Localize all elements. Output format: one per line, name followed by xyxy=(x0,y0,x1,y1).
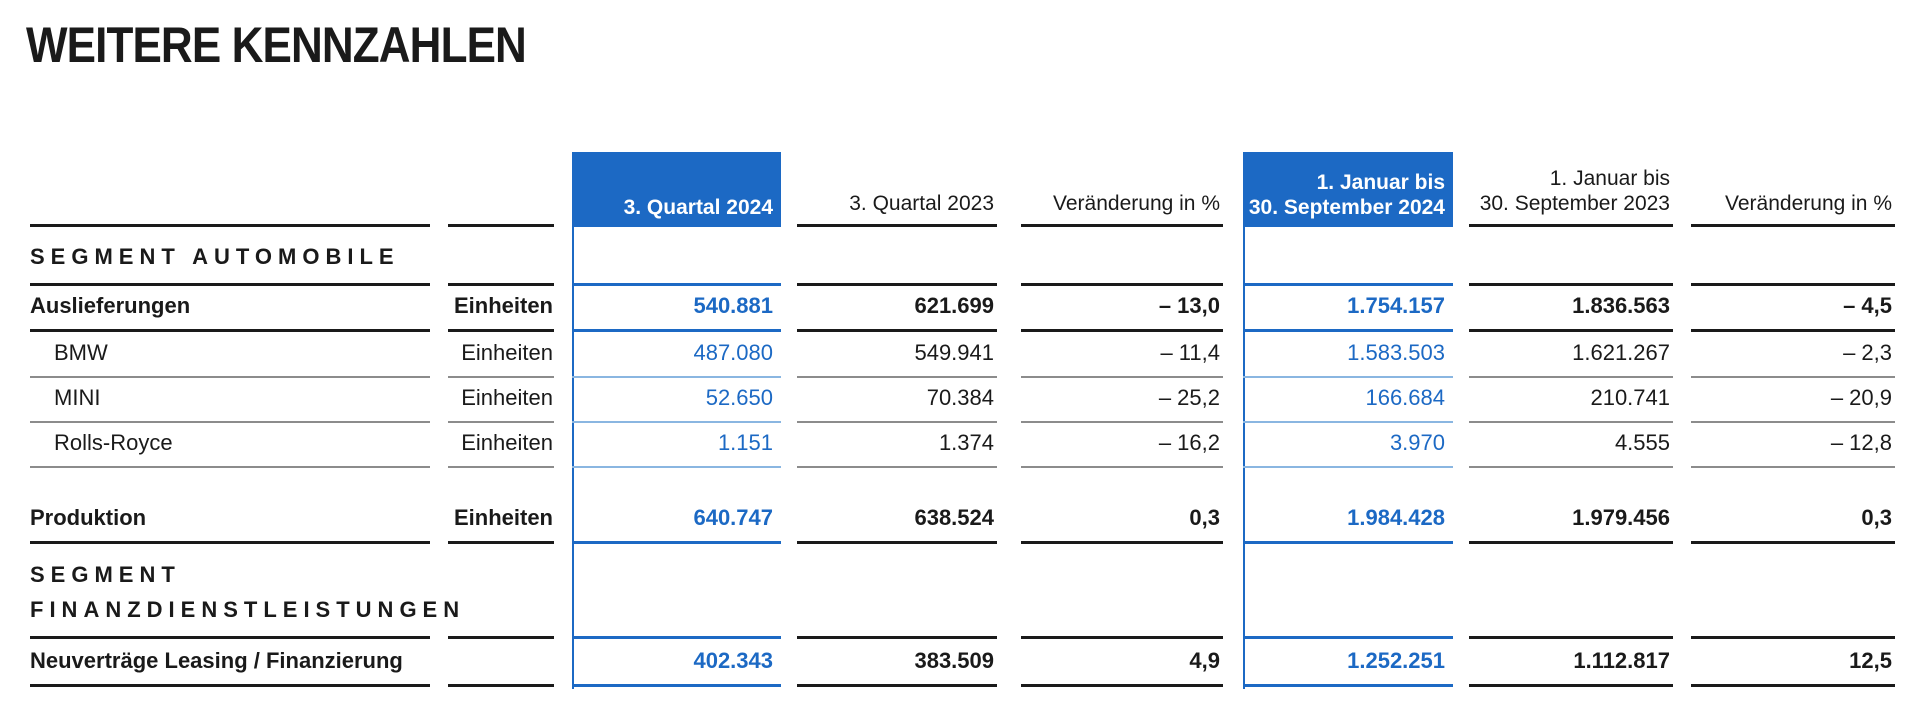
value-cell: 3.970 xyxy=(1243,423,1453,468)
column-header-q3-2023 xyxy=(797,120,997,227)
value-cell: 383.509 xyxy=(797,639,997,687)
value-cell: – 13,0 xyxy=(1021,286,1223,332)
value-cell xyxy=(1243,227,1453,286)
header-cell-ytd-2024 xyxy=(1243,120,1453,227)
unit-label: Einheiten xyxy=(448,286,554,332)
column-header-ytd-2024 xyxy=(1243,152,1453,227)
unit-label: Einheiten xyxy=(448,378,554,423)
header-label-cell xyxy=(30,120,430,227)
value-cell: 1.979.456 xyxy=(1469,498,1673,544)
value-cell: – 11,4 xyxy=(1021,332,1223,378)
unit-label: Einheiten xyxy=(448,423,554,468)
table-row xyxy=(0,639,1920,687)
header-cell-q3-2024 xyxy=(572,120,781,227)
value-cell: 402.343 xyxy=(572,639,781,687)
value-cell: 210.741 xyxy=(1469,378,1673,423)
unit-cell xyxy=(448,227,554,286)
column-header-line: 3. Quartal 2024 xyxy=(623,196,773,219)
key-figures-table xyxy=(0,120,1920,687)
column-header-line: 3. Quartal 2023 xyxy=(849,192,994,215)
table-row xyxy=(0,498,1920,544)
column-header-change-quarter xyxy=(1021,120,1223,227)
row-label: MINI xyxy=(30,378,430,423)
value-cell xyxy=(1021,227,1223,286)
column-header-line: 30. September 2023 xyxy=(1479,192,1670,215)
value-cell: – 25,2 xyxy=(1021,378,1223,423)
section-header-row xyxy=(0,227,1920,286)
table-row xyxy=(0,286,1920,332)
section-title xyxy=(30,544,466,639)
value-cell xyxy=(1469,227,1673,286)
value-cell: 1.621.267 xyxy=(1469,332,1673,378)
value-cell: – 20,9 xyxy=(1691,378,1895,423)
value-cell: 4,9 xyxy=(1021,639,1223,687)
value-cell: 1.252.251 xyxy=(1243,639,1453,687)
column-header-line: 30. September 2024 xyxy=(1248,196,1445,219)
section-title-line: SEGMENT AUTOMOBILE xyxy=(30,244,400,269)
value-cell xyxy=(572,544,781,639)
value-cell: – 4,5 xyxy=(1691,286,1895,332)
value-cell: 52.650 xyxy=(572,378,781,423)
row-label: Auslieferungen xyxy=(30,286,430,332)
value-cell: 540.881 xyxy=(572,286,781,332)
row-label: Produktion xyxy=(30,498,430,544)
column-header-line: 1. Januar bis xyxy=(1316,171,1445,194)
section-title-line: FINANZDIENSTLEISTUNGEN xyxy=(30,597,466,622)
row-label: Rolls-Royce xyxy=(30,423,430,468)
section-title xyxy=(30,227,430,286)
row-label: BMW xyxy=(30,332,430,378)
column-header-line: 1. Januar bis xyxy=(1549,167,1670,190)
value-cell: 0,3 xyxy=(1691,498,1895,544)
value-cell: 12,5 xyxy=(1691,639,1895,687)
value-cell: 1.984.428 xyxy=(1243,498,1453,544)
value-cell: 1.836.563 xyxy=(1469,286,1673,332)
spacer-row xyxy=(0,468,1920,498)
page-title: WEITERE KENNZAHLEN xyxy=(26,17,526,73)
value-cell: 1.151 xyxy=(572,423,781,468)
column-header-line: Veränderung in % xyxy=(1725,192,1892,215)
unit-label: Einheiten xyxy=(448,498,554,544)
column-header-change-ytd xyxy=(1691,120,1895,227)
table-header-row xyxy=(0,120,1920,227)
value-cell xyxy=(797,544,997,639)
value-cell: 621.699 xyxy=(797,286,997,332)
value-cell: 1.112.817 xyxy=(1469,639,1673,687)
column-header-ytd-2023 xyxy=(1469,120,1673,227)
table-row xyxy=(0,332,1920,378)
value-cell: 487.080 xyxy=(572,332,781,378)
value-cell: 549.941 xyxy=(797,332,997,378)
value-cell: 640.747 xyxy=(572,498,781,544)
value-cell: 638.524 xyxy=(797,498,997,544)
unit-label xyxy=(448,639,554,687)
section-title-line: SEGMENT xyxy=(30,562,181,587)
value-cell: 4.555 xyxy=(1469,423,1673,468)
section-header-row xyxy=(0,544,1920,639)
table-body xyxy=(0,227,1920,687)
value-cell xyxy=(1021,544,1223,639)
value-cell xyxy=(1243,544,1453,639)
column-header-q3-2024 xyxy=(572,152,781,227)
value-cell xyxy=(1691,544,1895,639)
value-cell: – 16,2 xyxy=(1021,423,1223,468)
column-header-line: Veränderung in % xyxy=(1053,192,1220,215)
value-cell xyxy=(1469,544,1673,639)
value-cell xyxy=(572,227,781,286)
value-cell: – 2,3 xyxy=(1691,332,1895,378)
value-cell: – 12,8 xyxy=(1691,423,1895,468)
value-cell: 1.374 xyxy=(797,423,997,468)
header-unit-cell xyxy=(448,120,554,227)
table-row xyxy=(0,423,1920,468)
value-cell: 1.754.157 xyxy=(1243,286,1453,332)
value-cell: 70.384 xyxy=(797,378,997,423)
unit-cell xyxy=(448,544,554,639)
value-cell: 1.583.503 xyxy=(1243,332,1453,378)
value-cell: 0,3 xyxy=(1021,498,1223,544)
unit-label: Einheiten xyxy=(448,332,554,378)
table-row xyxy=(0,378,1920,423)
value-cell xyxy=(1691,227,1895,286)
value-cell: 166.684 xyxy=(1243,378,1453,423)
row-label: Neuverträge Leasing / Finanzierung xyxy=(30,639,430,687)
value-cell xyxy=(797,227,997,286)
